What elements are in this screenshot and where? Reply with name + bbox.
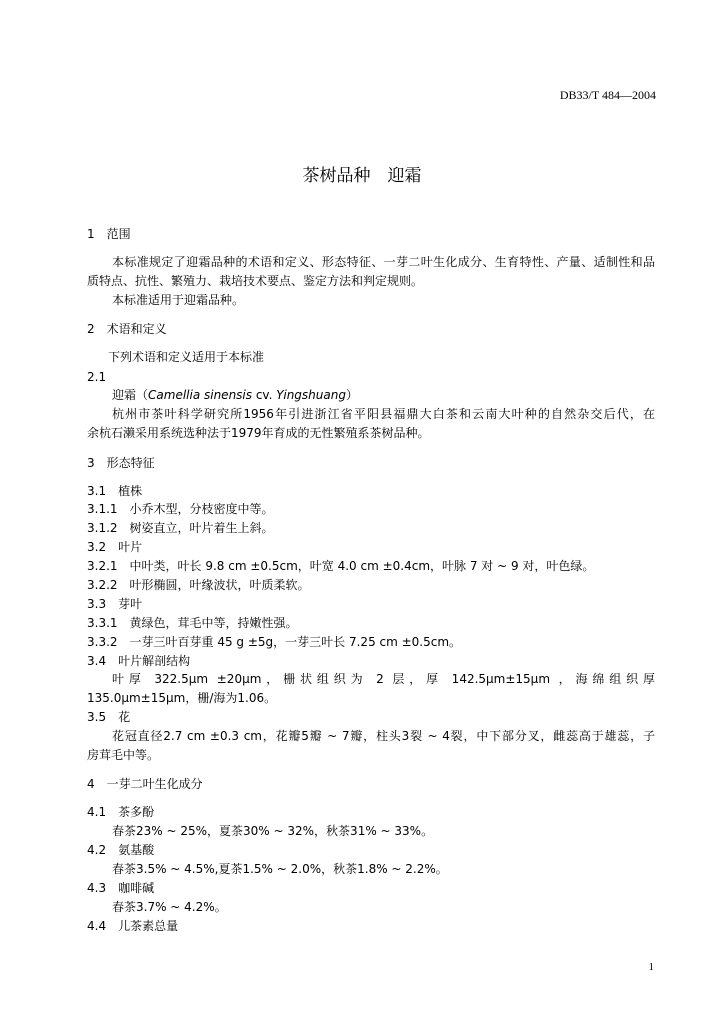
paragraph-line: 下列术语和定义适用于本标准 <box>108 350 265 364</box>
clause-line: 3.3.1 黄绿色，茸毛中等，持嫩性强。 <box>87 616 298 630</box>
clause-line: 3.2.1 中叶类，叶长 9.8 cm ±0.5cm，叶宽 4.0 cm ±0.4cm，叶脉 7 对 ~ 9 对，叶色绿。 <box>87 559 595 573</box>
clause-heading: 3.1 植株 <box>87 484 143 498</box>
paragraph-line: 杭州市茶叶科学研究所1956年引进浙江省平阳县福鼎大白茶和云南大叶种的自然杂交后代，在 <box>112 407 655 421</box>
clause-line: 3.1.1 小乔木型，分枝密度中等。 <box>87 502 274 516</box>
clause-line: 3.1.2 树姿直立，叶片着生上斜。 <box>87 521 274 535</box>
section-heading: 1 范围 <box>87 227 131 241</box>
paragraph-line: 135.0μm±15μm，栅/海为1.06。 <box>87 691 277 705</box>
section-heading: 2 术语和定义 <box>87 322 167 336</box>
clause-heading: 3.4 叶片解剖结构 <box>87 654 191 668</box>
clause-heading: 4.1 茶多酚 <box>87 805 155 819</box>
clause-line: 3.2.2 叶形椭圆，叶缘波状，叶质柔软。 <box>87 578 310 592</box>
clause-line: 春茶23% ~ 25%，夏茶30% ~ 32%，秋茶31% ~ 33%。 <box>112 824 434 838</box>
clause-heading: 3.5 花 <box>87 710 131 724</box>
clause-heading: 4.2 氨基酸 <box>87 843 155 857</box>
standard-code: DB33/T 484—2004 <box>559 88 656 102</box>
clause-heading: 4.3 咖啡碱 <box>87 881 155 895</box>
paragraph-line: 余杭石濑采用系统选种法于1979年育成的无性繁殖系茶树品种。 <box>87 426 430 440</box>
section-heading: 4 一芽二叶生化成分 <box>87 777 203 791</box>
clause-heading: 3.3 芽叶 <box>87 597 143 611</box>
paragraph-line: 质特点、抗性、繁殖力、栽培技术要点、鉴定方法和判定规则。 <box>87 274 424 288</box>
paragraph-line: 本标准适用于迎霜品种。 <box>112 293 245 307</box>
clause-number: 2.1 <box>87 370 107 384</box>
term-name: 迎霜（ <box>112 388 149 402</box>
clause-line: 春茶3.5% ~ 4.5%,夏茶1.5% ~ 2.0%，秋茶1.8% ~ 2.2%。 <box>112 862 448 876</box>
species-name: Camellia sinensis <box>148 388 253 402</box>
term-close: ） <box>345 388 358 402</box>
paragraph-line: 叶厚 322.5μm ±20μm，栅状组织为 2 层，厚 142.5μm±15μm ，海绵组织厚 <box>112 672 655 686</box>
paragraph-line: 本标准规定了迎霜品种的术语和定义、形态特征、一芽二叶生化成分、生育特性、产量、适制性和品 <box>112 255 655 269</box>
paragraph-line: 花冠直径2.7 cm ±0.3 cm，花瓣5瓣 ~ 7瓣，柱头3裂 ~ 4裂，中下部分叉，雌蕊高于雄蕊，子 <box>112 729 655 743</box>
page-title: 茶树品种 迎霜 <box>302 166 422 186</box>
paragraph-line: 房茸毛中等。 <box>87 748 160 762</box>
cultivar-name: Yingshuang <box>276 388 346 402</box>
clause-heading: 4.4 儿茶素总量 <box>87 919 179 933</box>
term-line <box>112 387 655 403</box>
section-heading: 3 形态特征 <box>87 456 155 470</box>
clause-heading: 3.2 叶片 <box>87 540 143 554</box>
clause-line: 春茶3.7% ~ 4.2%。 <box>112 900 227 914</box>
clause-line: 3.3.2 一芽三叶百芽重 45 g ±5g，一芽三叶长 7.25 cm ±0.5cm。 <box>87 635 462 649</box>
cultivar-abbrev: cv. <box>252 388 277 402</box>
page-number: 1 <box>648 961 654 973</box>
